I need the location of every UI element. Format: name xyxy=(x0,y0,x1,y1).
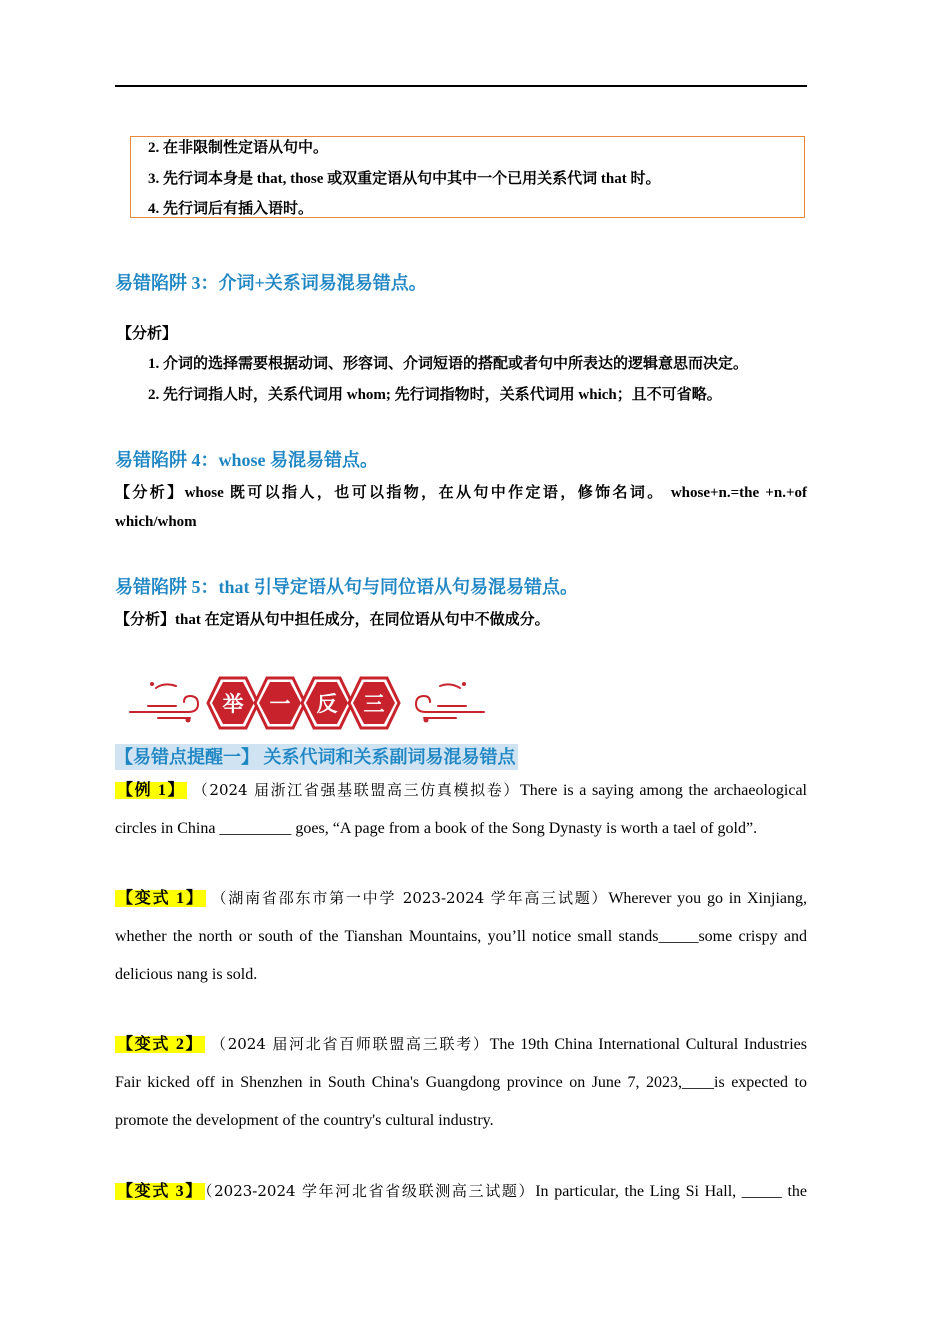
trap5-analysis: 【分析】that 在定语从句中担任成分，在同位语从句中不做成分。 xyxy=(115,612,550,628)
banner-char: 一 xyxy=(269,692,291,716)
example-source: （2024 届浙江省强基联盟高三仿真模拟卷） xyxy=(192,781,521,799)
variant-tag: 【变式 2】 xyxy=(117,1036,204,1053)
example-1 xyxy=(115,771,807,848)
variant-2 xyxy=(115,1025,807,1140)
banner-right-swirl xyxy=(416,682,484,723)
banner-char: 举 xyxy=(222,692,244,716)
header-rule xyxy=(115,85,807,87)
example-tag: 【例 1】 xyxy=(117,782,186,799)
example-text: There is a saying among the archaeological xyxy=(520,782,807,799)
variant-tag: 【变式 1】 xyxy=(117,890,204,907)
rule-item: 2. 在非限制性定语从句中。 xyxy=(148,140,329,156)
variant-text-line3: delicious nang is sold. xyxy=(115,966,258,983)
rule-item: 3. 先行词本身是 that, those 或双重定语从句中其中一个已用关系代词 that 时。 xyxy=(148,171,661,187)
trap4-analysis: 【分析】whose 既可以指人，也可以指物，在从句中作定语，修饰名词。 whose+n.=the +n.+of xyxy=(115,485,807,501)
banner-char: 反 xyxy=(316,692,338,716)
variant-1 xyxy=(115,879,807,994)
banner-char: 三 xyxy=(363,692,385,716)
reminder-heading: 【易错点提醒一】 关系代词和关系副词易混易错点 xyxy=(115,744,518,770)
trap4-title: 易错陷阱 4：whose 易混易错点。 xyxy=(115,450,379,470)
variant-source: （湖南省邵东市第一中学 2023-2024 学年高三试题） xyxy=(211,889,609,907)
banner-ju-yi-fan-san xyxy=(128,672,488,734)
variant-text: The 19th China International Cultural Industries xyxy=(489,1036,808,1053)
variant-text-line2: whether the north or south of the Tianshan Mountains, you’ll notice small stands_____some crispy and xyxy=(115,928,807,945)
trap3-point: 1. 介词的选择需要根据动词、形容词、介词短语的搭配或者句中所表达的逻辑意思而决定。 xyxy=(148,356,749,372)
trap5-title: 易错陷阱 5：that 引导定语从句与同位语从句易混易错点。 xyxy=(115,577,578,597)
variant-source: （2024 届河北省百师联盟高三联考） xyxy=(211,1035,490,1053)
trap3-title: 易错陷阱 3：介词+关系词易混易错点。 xyxy=(115,273,427,293)
trap3-analysis-label: 【分析】 xyxy=(117,326,178,342)
trap4-analysis-cont: which/whom xyxy=(115,514,197,530)
rule-box xyxy=(130,136,805,218)
variant-text: In particular, the Ling Si Hall, _____ the xyxy=(535,1183,808,1200)
variant-source: （2023-2024 学年河北省省级联测高三试题） xyxy=(204,1182,536,1200)
variant-3 xyxy=(115,1172,807,1211)
trap3-point: 2. 先行词指人时，关系代词用 whom; 先行词指物时，关系代词用 which；且不可省略。 xyxy=(148,387,722,403)
variant-text-line3: promote the development of the country's cultural industry. xyxy=(115,1112,494,1129)
example-text-line2: circles in China _________ goes, “A page from a book of the Song Dynasty is worth a tael of gold”. xyxy=(115,820,758,837)
rule-item: 4. 先行词后有插入语时。 xyxy=(148,201,314,217)
banner-left-swirl xyxy=(130,682,198,723)
variant-text-line2: Fair kicked off in Shenzhen in South China's Guangdong province on June 7, 2023,____is expected to xyxy=(115,1074,807,1091)
variant-text: Wherever you go in Xinjiang, xyxy=(608,890,807,907)
variant-tag: 【变式 3】 xyxy=(117,1183,203,1200)
